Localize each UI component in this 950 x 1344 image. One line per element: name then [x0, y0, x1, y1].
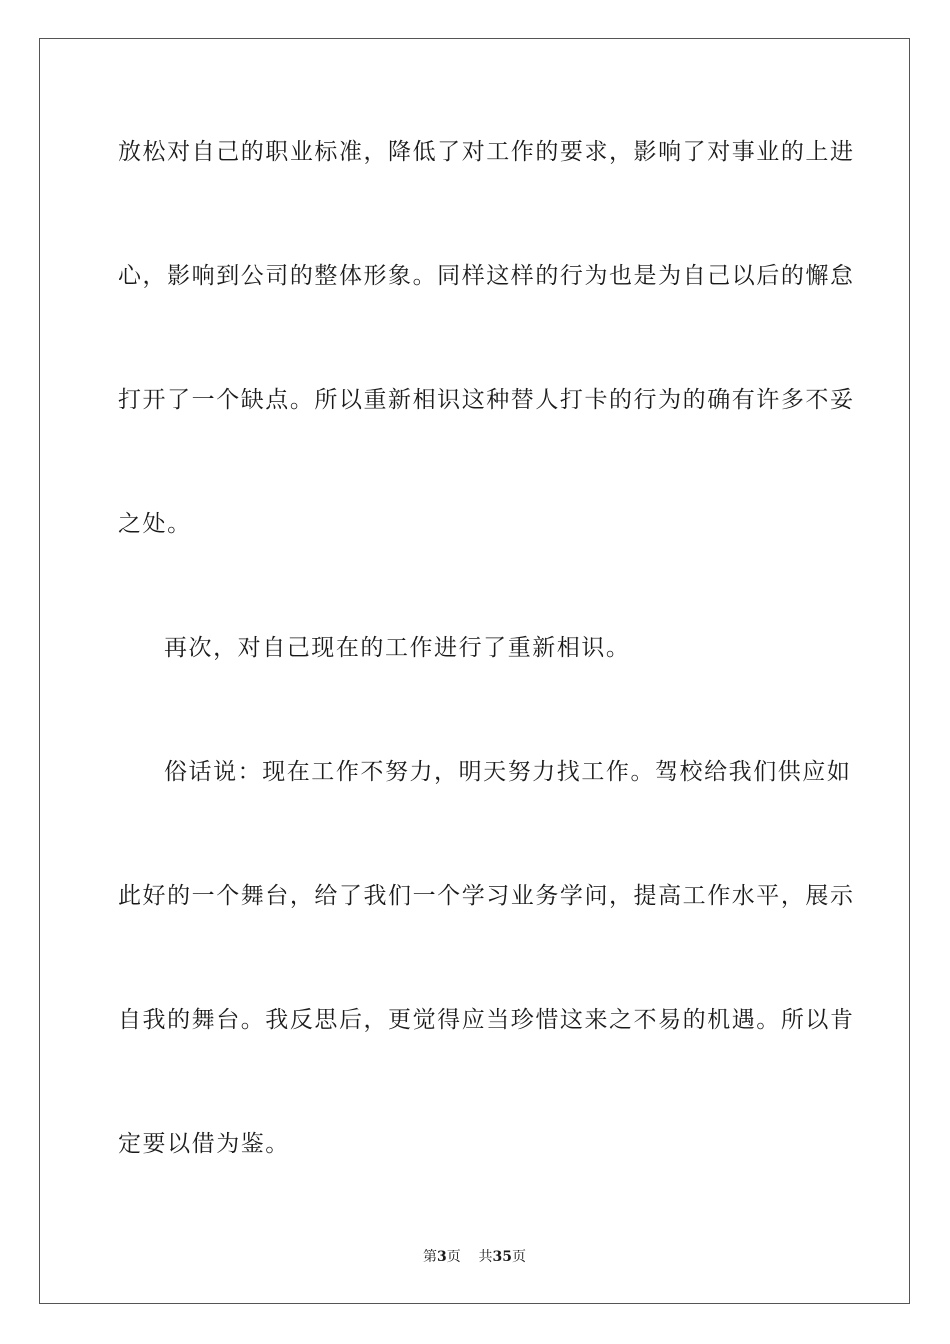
total-pages: 35 [492, 1249, 513, 1265]
text-line: 再次，对自己现在的工作进行了重新相识。 [164, 635, 631, 661]
page-prefix: 第 [422, 1249, 437, 1265]
text-line: 之处。 [118, 511, 192, 537]
total-suffix: 页 [512, 1249, 527, 1265]
page-footer [40, 1248, 909, 1266]
page-number: 3 [436, 1249, 447, 1265]
text-line: 俗话说：现在工作不努力，明天努力找工作。驾校给我们供应如 [164, 759, 852, 785]
text-line: 此好的一个舞台，给了我们一个学习业务学问，提高工作水平，展示 [118, 883, 855, 909]
text-line: 定要以借为鉴。 [118, 1131, 290, 1157]
text-line: 放松对自己的职业标准，降低了对工作的要求，影响了对事业的上进 [118, 139, 855, 165]
text-line: 自我的舞台。我反思后，更觉得应当珍惜这来之不易的机遇。所以肯 [118, 1007, 855, 1033]
total-prefix: 共 [478, 1249, 493, 1265]
page-suffix: 页 [446, 1249, 461, 1265]
text-line: 心，影响到公司的整体形象。同样这样的行为也是为自己以后的懈怠 [118, 263, 855, 289]
text-line: 打开了一个缺点。所以重新相识这种替人打卡的行为的确有许多不妥 [118, 387, 855, 413]
document-page [39, 38, 910, 1304]
